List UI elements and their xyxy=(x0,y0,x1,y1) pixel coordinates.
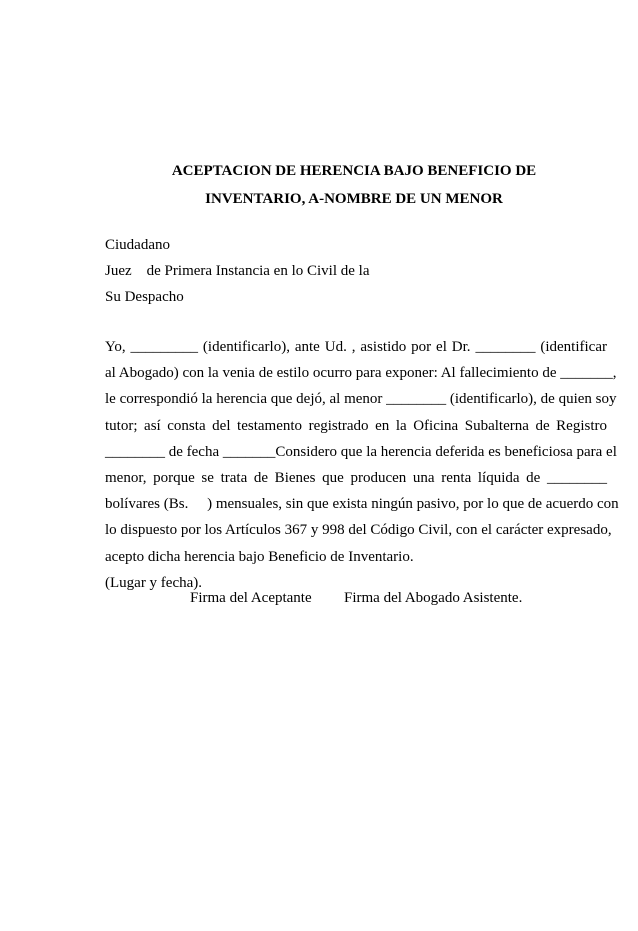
body-line: al Abogado) con la venia de estilo ocurro para exponer: Al fallecimiento de _______, xyxy=(105,365,617,382)
body-line: menor, porque se trata de Bienes que producen una renta líquida de ________ xyxy=(105,469,607,486)
body-line: Yo, _________ (identificarlo), ante Ud. , asistido por el Dr. ________ (identificar xyxy=(105,339,607,355)
addressee-line-3: Su Despacho xyxy=(105,289,184,305)
document-title-line-1: ACEPTACION DE HERENCIA BAJO BENEFICIO DE xyxy=(171,163,537,179)
body-line: le correspondió la herencia que dejó, al menor ________ (identificarlo), de quien soy xyxy=(105,391,617,408)
addressee-line-1: Ciudadano xyxy=(105,237,170,253)
signature-aceptante: Firma del Aceptante xyxy=(190,590,312,606)
body-line: bolívares (Bs. ) mensuales, sin que exista ningún pasivo, por lo que de acuerdo con xyxy=(105,496,619,513)
body-line: acepto dicha herencia bajo Beneficio de Inventario. xyxy=(105,548,414,565)
body-line: tutor; así consta del testamento registrado en la Oficina Subalterna de Registro xyxy=(105,417,607,434)
addressee-line-2: Juez de Primera Instancia en lo Civil de la xyxy=(105,263,370,279)
body-paragraph xyxy=(105,334,619,596)
body-line: ________ de fecha _______Considero que la herencia deferida es beneficiosa para el xyxy=(105,443,617,460)
body-line: lo dispuesto por los Artículos 367 y 998 del Código Civil, con el carácter expresado, xyxy=(105,522,612,539)
body-line: (Lugar y fecha). xyxy=(105,574,203,591)
document-title-line-2: INVENTARIO, A-NOMBRE DE UN MENOR xyxy=(205,191,503,207)
signature-abogado: Firma del Abogado Asistente. xyxy=(344,590,523,606)
